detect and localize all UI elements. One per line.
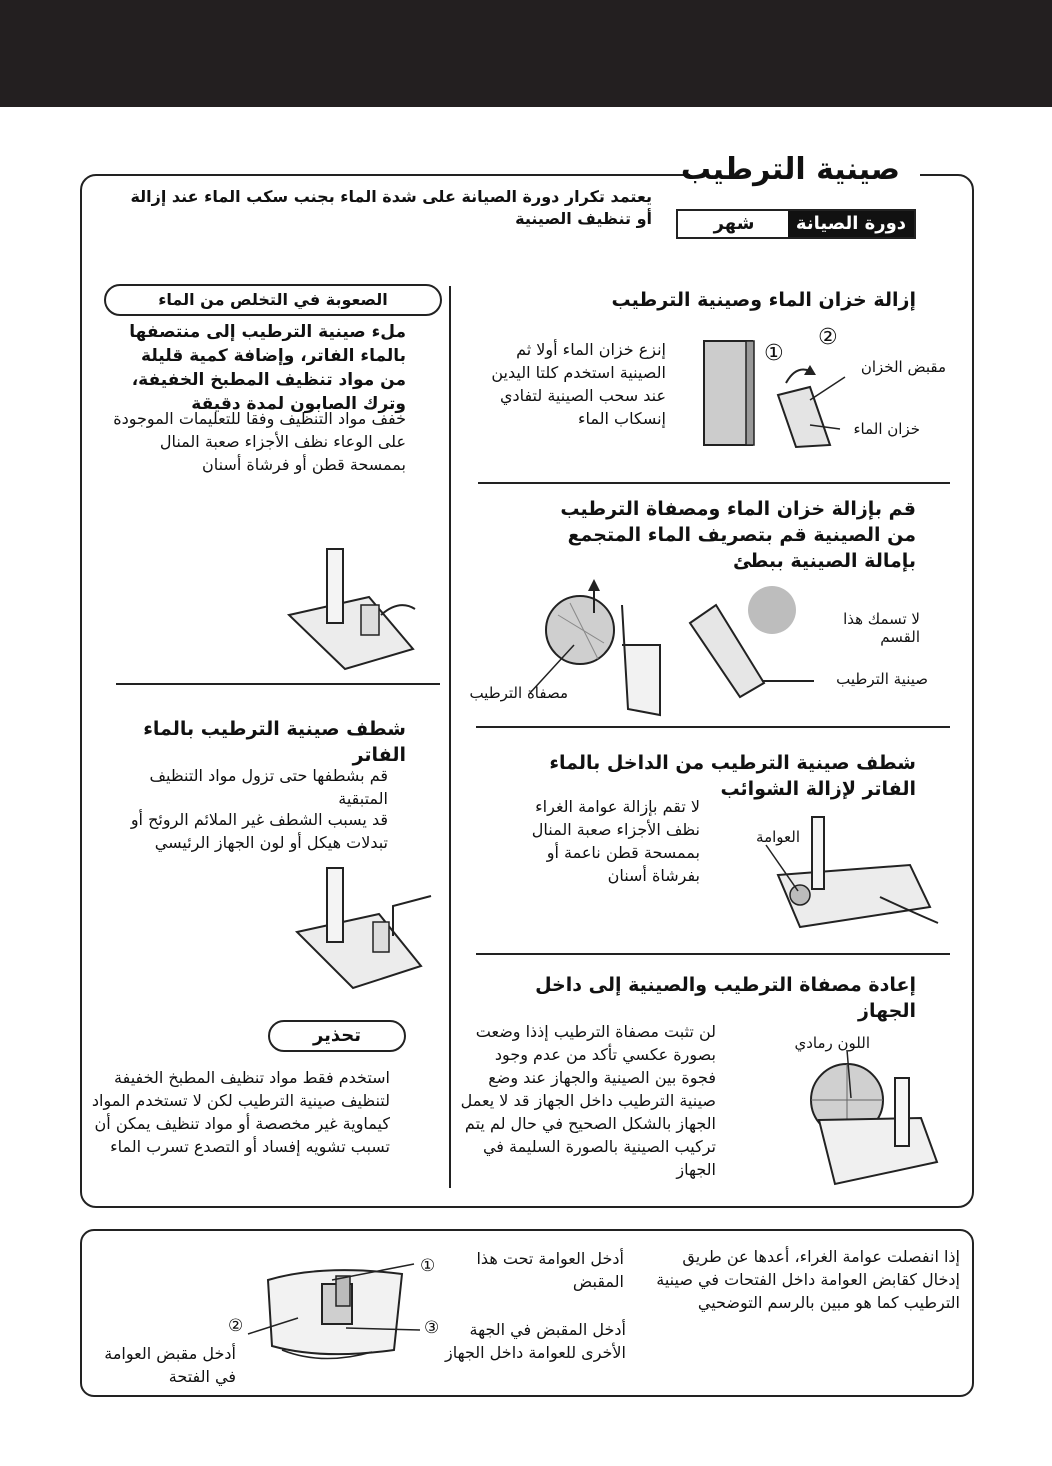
- label-gray-color: اللون رمادي: [794, 1034, 870, 1052]
- maintenance-cycle-box: [676, 209, 916, 239]
- column-divider: [449, 286, 451, 1188]
- cycle-label: دورة الصيانة: [788, 211, 914, 237]
- intro-text: يعتمد تكرار دورة الصيانة على شدة الماء بجنب سكب الماء عند إزالة أو تنظيف الصينية: [130, 187, 652, 228]
- step1-heading: إزالة خزان الماء وصينية الترطيب: [611, 289, 916, 311]
- tray-rinse-tap-illustration: [295, 866, 435, 996]
- float-reattach-text: إذا انفصلت عوامة الغراء، أعدها عن طريق إدخال كقابض العوامة داخل الفتحات في صينية الترطيب كما هو مبين بالرسم التوضحيي: [656, 1247, 960, 1312]
- label-float: العوامة: [756, 828, 800, 846]
- label-do-not-hold: لا تسمك هذا القسم: [843, 610, 920, 646]
- divider: [476, 953, 950, 955]
- step4-heading: إعادة مصفاة الترطيب والصينية إلى داخل الجهاز: [535, 974, 916, 1022]
- label-humidifier-tray: صينية الترطيب: [836, 670, 928, 688]
- divider: [476, 726, 950, 728]
- left2-heading: شطف صينية الترطيب بالماء الفاتر: [143, 718, 406, 766]
- left2-bullet-2: قد يسبب الشطف غير الملائم الروئح أو تبدلات هيكل أو لون الجهاز الرئيسي: [130, 810, 388, 852]
- step1-text: إنزع خزان الماء أولا ثم الصينية استخدم كلتا اليدين عند سحب الصينية لتفادي إنسكاب الماء: [491, 340, 666, 428]
- tray-soak-illustration: [285, 545, 425, 675]
- page-title: صينية الترطيب: [680, 152, 900, 187]
- step-number-2: ②: [818, 325, 838, 350]
- divider: [116, 683, 440, 685]
- left1-bold-text: ملء صينية الترطيب إلى منتصفها بالماء الفاتر، وإضافة كمية قليلة من مواد تنظيف المطبخ الخفيفة، وترك الصابون لمدة دقيقة: [129, 322, 406, 414]
- label-tank-handle: مقبض الخزان: [860, 358, 946, 376]
- instruction-1-text: أدخل العوامة تحت هذا المقبض: [476, 1249, 624, 1291]
- leader-line: [762, 680, 814, 682]
- tray-drain-illustration: [530, 585, 800, 720]
- difficulty-draining-pill: الصعوبة في التخلص من الماء: [104, 284, 442, 316]
- step3-heading: شطف صينية الترطيب من الداخل بالماء الفاتر لإزالة الشوائب: [549, 752, 916, 800]
- header-bar: [0, 0, 1052, 107]
- left2-bullet-1: قم بشطفها حتى تزول مواد التنظيف المتبقية: [149, 766, 388, 808]
- instruction-3-text: أدخل المقبض في الجهة الأخرى للعوامة داخل الجهاز: [444, 1320, 626, 1362]
- caution-pill: تحذير: [268, 1020, 406, 1052]
- step-number-1: ①: [764, 341, 784, 366]
- step4-text: لن تثبت مصفاة الترطيب إذذا وضعت بصورة عكسي تأكد من عدم وجود فجوة بين الصينية والجهاز عند وضع صينية الترطيب داخل الجهاز قد لا يعمل الجهاز بالشكل الصحيح في حال لم يتم تركيب الصينية بالصورة السليمة في الجهاز: [460, 1022, 716, 1179]
- label-humidifier-filter: مصفاة الترطيب: [469, 684, 568, 702]
- caution-text: استخدم فقط مواد تنظيف المطبخ الخفيفة لتنظيف صينية الترطيب لكن لا تستخدم المواد كيماوية غير مخصصة أو مواد تنظيف يمكن أن تسبب تشويه إفساد أو التصدع تسرب الماء: [91, 1068, 390, 1156]
- reinstall-illustration: [795, 1058, 945, 1193]
- cycle-value: شهر: [713, 213, 755, 234]
- label-water-tank: خزان الماء: [853, 420, 920, 438]
- step2-heading: قم بإزالة خزان الماء ومصفاة الترطيب من الصينية قم بتصريف الماء المتجمع بإمالة الصينية ببطئ: [560, 498, 916, 572]
- instruction-1-number: ①: [420, 1256, 436, 1276]
- float-insert-illustration: [262, 1250, 442, 1370]
- step3-text: لا تقم بإزالة عوامة الغراء نظف الأجزاء صعبة المنال بممسحة قطن ناعمة أو بفرشاة أسنان: [531, 797, 700, 885]
- left1-text: خفف مواد التنظيف وفقا للتعليمات الموجودة على الوعاء نظف الأجزاء صعبة المنال بممسحة قطن أو فرشاة أسنان: [113, 409, 406, 474]
- instruction-2-number: ②: [228, 1316, 244, 1336]
- divider: [478, 482, 950, 484]
- instruction-2-text: أدخل مقبض العوامة في الفتحة: [104, 1344, 236, 1386]
- instruction-3-number: ③: [424, 1318, 440, 1338]
